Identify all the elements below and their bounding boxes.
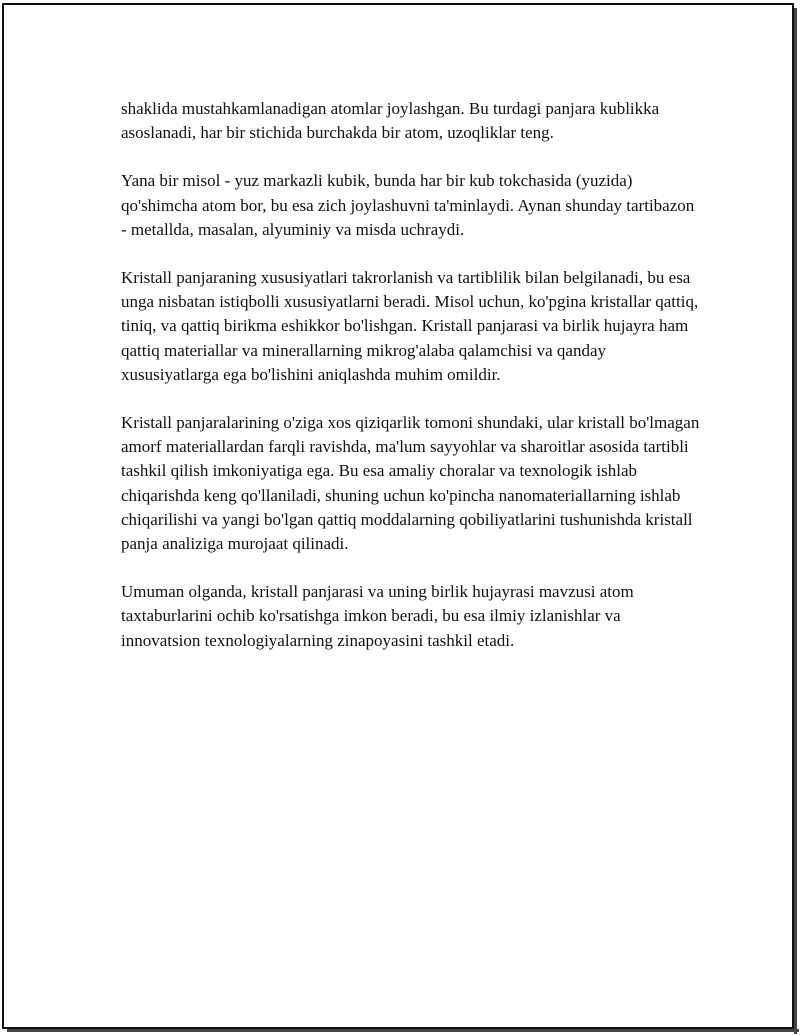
paragraph-2: Yana bir misol - yuz markazli kubik, bunda har bir kub tokchasida (yuzida) qo'shimcha atom bor, bu esa zich joylashuvni ta'minlaydi. Aynan shunday tartibazon - metallda, masalan, alyuminiy va misda uchraydi. (121, 171, 695, 239)
paragraph-3: Kristall panjaraning xususiyatlari takrorlanish va tartiblilik bilan belgilanadi, bu esa unga nisbatan istiqbolli xususiyatlarni beradi. Misol uchun, ko'pgina kristallar qattiq, tiniq, va qattiq birikma eshikkor bo'lishgan. Kristall panjarasi va birlik hujayra ham qattiq materiallar va minerallarning mikrog'alaba qalamchisi va qanday xususiyatlarga ega bo'lishini aniqlashda muhim omildir. (121, 268, 699, 384)
paragraph-4: Kristall panjaralarining o'ziga xos qiziqarlik tomoni shundaki, ular kristall bo'lmagan amorf materiallardan farqli ravishda, ma'lum sayyohlar va sharoitlar asosida tartibli tashkil qilish imkoniyatiga ega. Bu esa amaliy choralar va texnologik ishlab chiqarishda keng qo'llaniladi, shuning uchun ko'pincha nanomateriallarning ishlab chiqarilishi va yangi bo'lgan qattiq moddalarning qobiliyatlarini tushunishda kristall panja analiziga murojaat qilinadi. (121, 413, 700, 554)
paragraph-1: shaklida mustahkamlanadigan atomlar joylashgan. Bu turdagi panjara kublikka asoslanadi, har bir stichida burchakda bir atom, uzoqliklar teng. (121, 99, 660, 143)
paragraph-5: Umuman olganda, kristall panjarasi va uning birlik hujayrasi mavzusi atom taxtaburlarini ochib ko'rsatishga imkon beradi, bu esa ilmiy izlanishlar va innovatsion texnologiyalarning zinapoyasini tashkil etadi. (121, 582, 634, 650)
page-frame (2, 3, 794, 1029)
document-body (121, 97, 703, 677)
